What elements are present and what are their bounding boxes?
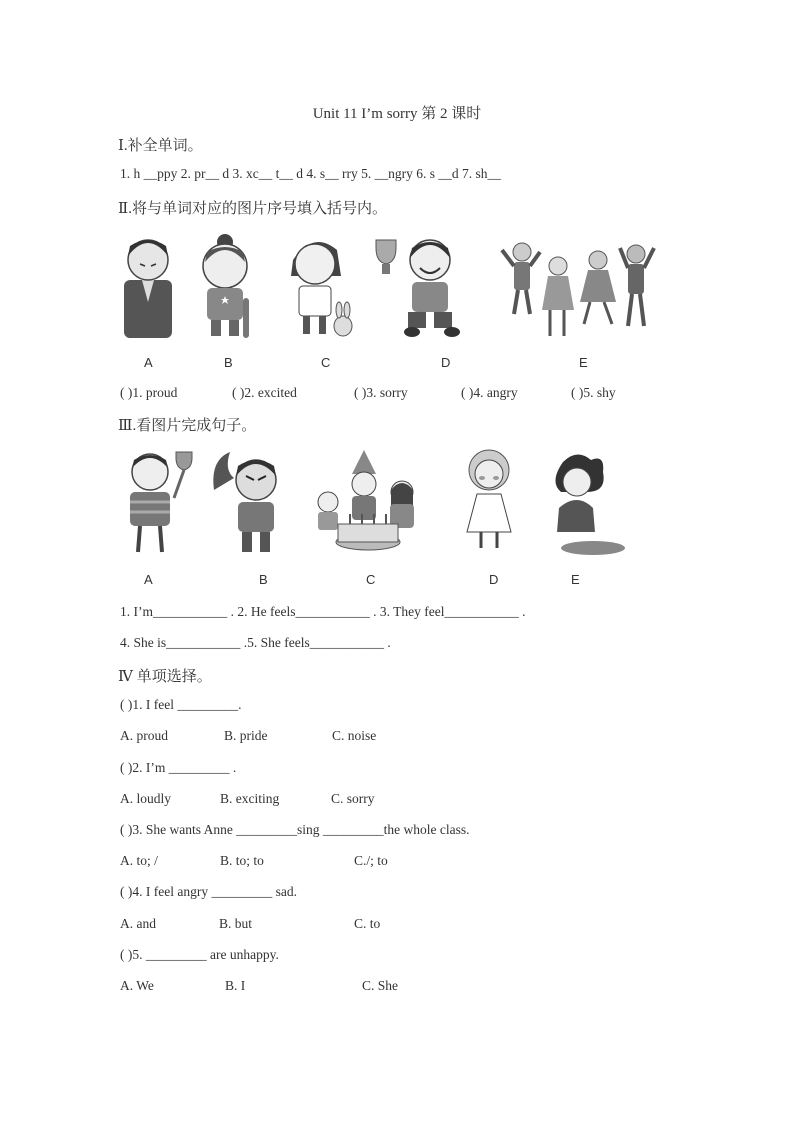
picture-2-label-e: E — [579, 355, 588, 370]
question-2: ( )2. I’m _________ . — [120, 760, 237, 775]
question-4-option-a: A. and — [120, 916, 156, 931]
section-2-item-2: ( )2. excited — [232, 385, 297, 400]
question-3: ( )3. She wants Anne _________sing _________the whole class. — [120, 822, 470, 837]
section-3-line-2: 4. She is___________ .5. She feels___________ . — [120, 635, 391, 650]
question-5-option-c: C. She — [362, 978, 399, 993]
section-1-heading: Ⅰ.补全单词。 — [118, 138, 203, 154]
question-1-option-a: A. proud — [120, 728, 168, 743]
question-2-option-b: B. exciting — [220, 791, 280, 806]
picture-3a-proud-boy — [122, 450, 197, 556]
picture-2e-excited-kids — [500, 240, 660, 340]
section-2-item-5: ( )5. shy — [571, 385, 616, 400]
question-4-option-b: B. but — [219, 916, 253, 931]
section-3-line-1: 1. I’m___________ . 2. He feels___________ . 3. They feel___________ . — [120, 604, 526, 619]
section-2-item-1: ( )1. proud — [120, 385, 178, 400]
section-4-heading: Ⅳ 单项选择。 — [118, 669, 212, 685]
picture-2b-angry-girl — [193, 232, 265, 340]
question-3-option-c: C./; to — [354, 853, 388, 868]
picture-3-label-d: D — [489, 572, 499, 587]
question-2-option-c: C. sorry — [331, 791, 375, 806]
question-4: ( )4. I feel angry _________ sad. — [120, 884, 297, 899]
picture-2a-shy-man — [118, 232, 178, 340]
question-2-option-a: A. loudly — [120, 791, 172, 806]
picture-2d-proud-boy — [372, 234, 482, 340]
picture-3e-sad-girl — [543, 452, 628, 558]
section-3-heading: Ⅲ.看图片完成句子。 — [118, 418, 257, 434]
picture-3-label-b: B — [259, 572, 268, 587]
question-1: ( )1. I feel _________. — [120, 697, 242, 712]
section-1-words: 1. h __ppy 2. pr__ d 3. xc__ t__ d 4. s__ rry 5. __ngry 6. s __d 7. sh__ — [120, 166, 501, 181]
question-5-option-a: A. We — [120, 978, 154, 993]
picture-3d-shy-girl — [457, 448, 522, 556]
picture-3-label-a: A — [144, 572, 153, 587]
picture-2-label-d: D — [441, 355, 451, 370]
picture-3-label-e: E — [571, 572, 580, 587]
picture-2-label-c: C — [321, 355, 331, 370]
question-5: ( )5. _________ are unhappy. — [120, 947, 279, 962]
question-3-option-b: B. to; to — [220, 853, 264, 868]
section-2-item-4: ( )4. angry — [461, 385, 518, 400]
question-5-option-b: B. I — [225, 978, 246, 993]
picture-3c-birthday-family — [314, 450, 424, 556]
question-3-option-a: A. to; / — [120, 853, 158, 868]
section-2-item-3: ( )3. sorry — [354, 385, 408, 400]
question-4-option-c: C. to — [354, 916, 381, 931]
question-1-option-b: B. pride — [224, 728, 268, 743]
picture-2-label-a: A — [144, 355, 153, 370]
picture-3-label-c: C — [366, 572, 376, 587]
picture-2-label-b: B — [224, 355, 233, 370]
page-title: Unit 11 I’m sorry 第 2 课时 — [312, 106, 482, 122]
picture-3b-angry-boy — [210, 450, 295, 556]
picture-2c-sorry-girl — [283, 230, 358, 340]
question-1-option-c: C. noise — [332, 728, 377, 743]
section-2-heading: Ⅱ.将与单词对应的图片序号填入括号内。 — [118, 201, 387, 217]
